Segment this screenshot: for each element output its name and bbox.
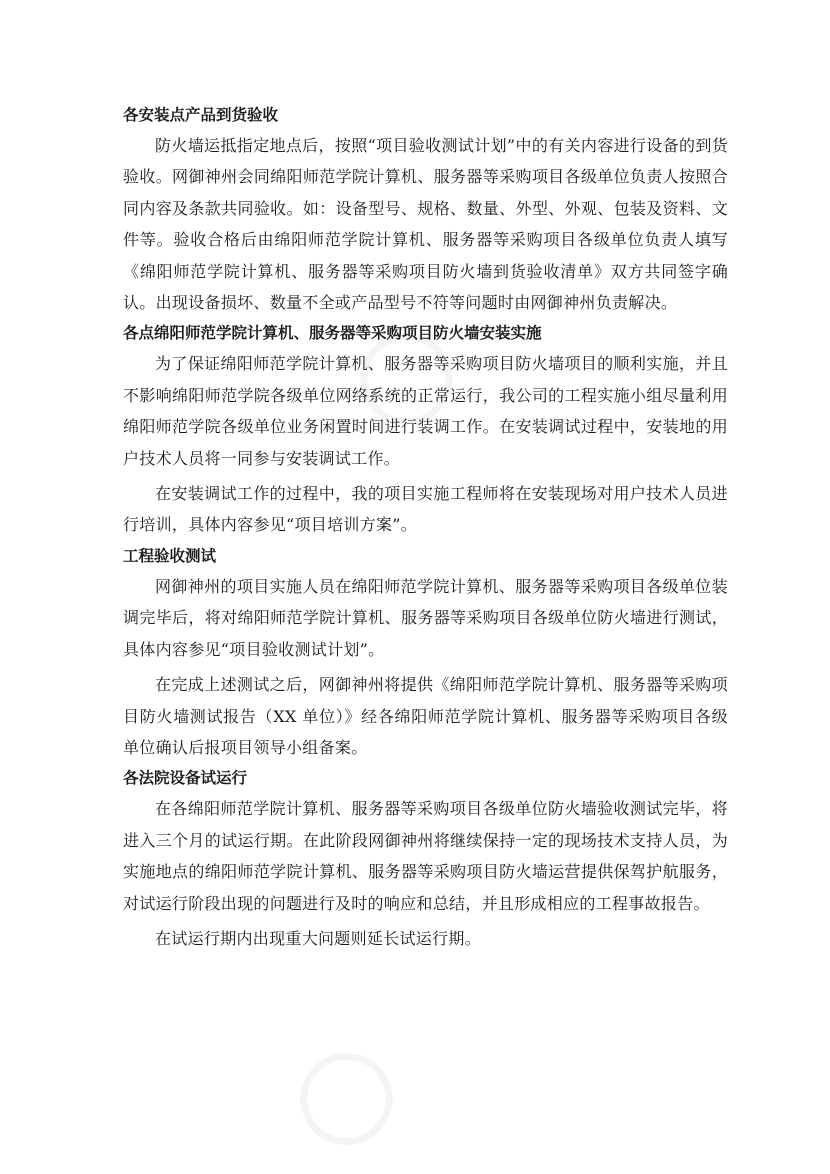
section-heading: 各安装点产品到货验收 (123, 106, 279, 124)
section-trial-run (123, 765, 728, 954)
paragraph: 在完成上述测试之后，网御神州将提供《绵阳师范学院计算机、服务器等采购项目防火墙测试报告（XX 单位）》经各绵阳师范学院计算机、服务器等采购项目各级单位确认后报项目领导小组备案。 (123, 675, 728, 757)
paragraph: 在各绵阳师范学院计算机、服务器等采购项目各级单位防火墙验收测试完毕，将进入三个月的试运行期。在此阶段网御神州将继续保持一定的现场技术支持人员，为实施地点的绵阳师范学院计算机、服务器等采购项目防火墙运营提供保驾护航服务，对试运行阶段出现的问题进行及时的响应和总结，并且形成相应的工程事故报告。 (123, 799, 728, 913)
section-heading: 各点绵阳师范学院计算机、服务器等采购项目防火墙安装实施 (123, 324, 542, 343)
section-installation (123, 320, 728, 540)
section-acceptance (123, 102, 728, 318)
paragraph: 防火墙运抵指定地点后，按照“项目验收测试计划”中的有关内容进行设备的到货验收。网御神州会同绵阳师范学院计算机、服务器等采购项目各级单位负责人按照合同内容及条款共同验收。如：设备型号、规格、数量、外型、外观、包装及资料、文件等。验收合格后由绵阳师范学院计算机、服务器等采购项目各级单位负责人填写《绵阳师范学院计算机、服务器等采购项目防火墙到货验收清单》双方共同签字确认。出现设备损坏、数量不全或产品型号不符等问题时由网御神州负责解决。 (123, 136, 728, 313)
section-acceptance-test (123, 543, 728, 763)
watermark (269, 1003, 436, 1174)
paragraph: 在试运行期内出现重大问题则延长试运行期。 (155, 928, 482, 948)
section-heading: 工程验收测试 (123, 546, 217, 565)
section-heading: 各法院设备试运行 (123, 769, 248, 788)
paragraph: 为了保证绵阳师范学院计算机、服务器等采购项目防火墙项目的顺利实施，并且不影响绵阳师范学院各级单位网络系统的正常运行，我公司的工程实施小组尽量利用绵阳师范学院各级单位业务闲置时间进行装调工作。在安装调试过程中，安装地的用户技术人员将一同参与安装调试工作。 (123, 354, 728, 468)
paragraph: 在安装调试工作的过程中，我的项目实施工程师将在安装现场对用户技术人员进行培训，具体内容参见“项目培训方案”。 (123, 484, 728, 535)
document-body (123, 102, 728, 954)
paragraph: 网御神州的项目实施人员在绵阳师范学院计算机、服务器等采购项目各级单位装调完毕后，将对绵阳师范学院计算机、服务器等采购项目各级单位防火墙进行测试，具体内容参见“项目验收测试计划”。 (123, 576, 728, 659)
